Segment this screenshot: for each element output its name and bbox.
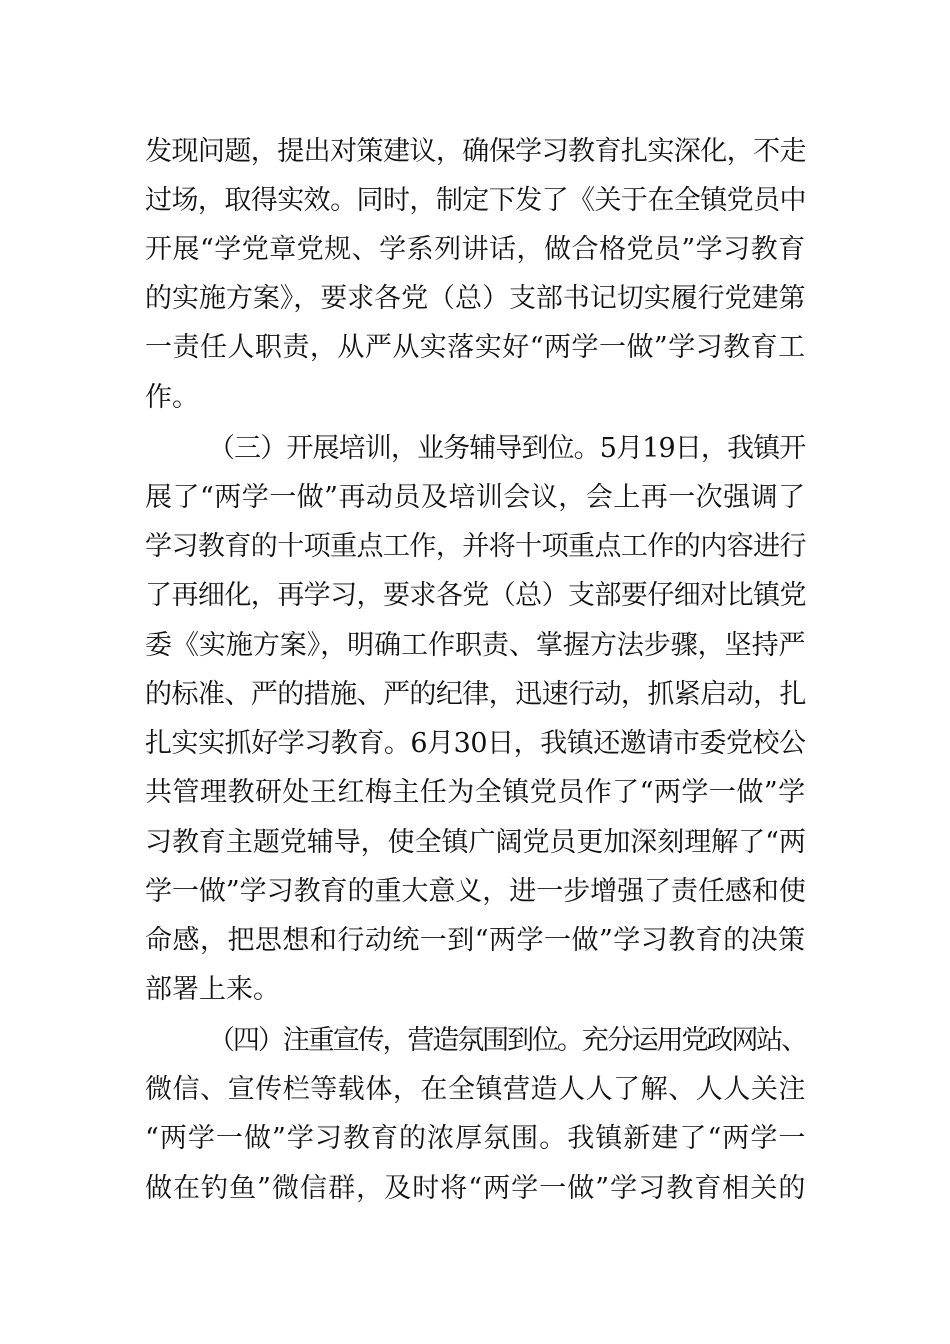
- text-line: 委《实施方案》，明确工作职责、掌握方法步骤，坚持严: [145, 630, 806, 661]
- text-line: 展了“两学一做”再动员及培训会议，会上再一次强调了: [145, 482, 806, 513]
- text-line: 命感，把思想和行动统一到“两学一做”学习教育的决策: [145, 925, 806, 956]
- text-line: 做在钓鱼”微信群，及时将“两学一做”学习教育相关的: [145, 1173, 807, 1204]
- text-line: 学习教育的十项重点工作，并将十项重点工作的内容进行: [145, 531, 806, 562]
- text-line: （四）注重宣传，营造氛围到位。充分运用党政网站、: [208, 1025, 807, 1056]
- text-line: （三）开展培训，业务辅导到位。5月19日，我镇开: [208, 433, 806, 464]
- text-line: 的实施方案》，要求各党（总）支部书记切实履行党建第: [145, 283, 806, 314]
- text-line: “两学一做”学习教育的浓厚氛围。我镇新建了“两学一: [145, 1123, 807, 1154]
- text-line: 发现问题，提出对策建议，确保学习教育扎实深化，不走: [145, 136, 806, 167]
- text-line: 学一做”学习教育的重大意义，进一步增强了责任感和使: [145, 876, 806, 907]
- text-line: 共管理教研处王红梅主任为全镇党员作了“两学一做”学: [145, 777, 806, 808]
- text-line: 过场，取得实效。同时，制定下发了《关于在全镇党员中: [145, 185, 806, 216]
- text-line: 部署上来。: [145, 974, 280, 1005]
- text-line: 的标准、严的措施、严的纪律，迅速行动，抓紧启动，扎: [145, 679, 806, 710]
- text-line: 作。: [145, 382, 199, 413]
- text-line: 一责任人职责，从严从实落实好“两学一做”学习教育工: [145, 332, 806, 363]
- text-line: 了再细化，再学习，要求各党（总）支部要仔细对比镇党: [145, 580, 806, 611]
- text-line: 开展“学党章党规、学系列讲话，做合格党员”学习教育: [145, 234, 806, 265]
- text-line: 微信、宣传栏等载体，在全镇营造人人了解、人人关注: [145, 1074, 806, 1105]
- text-line: 扎实实抓好学习教育。6月30日，我镇还邀请市委党校公: [145, 728, 806, 759]
- text-line: 习教育主题党辅导，使全镇广阔党员更加深刻理解了“两: [145, 827, 806, 858]
